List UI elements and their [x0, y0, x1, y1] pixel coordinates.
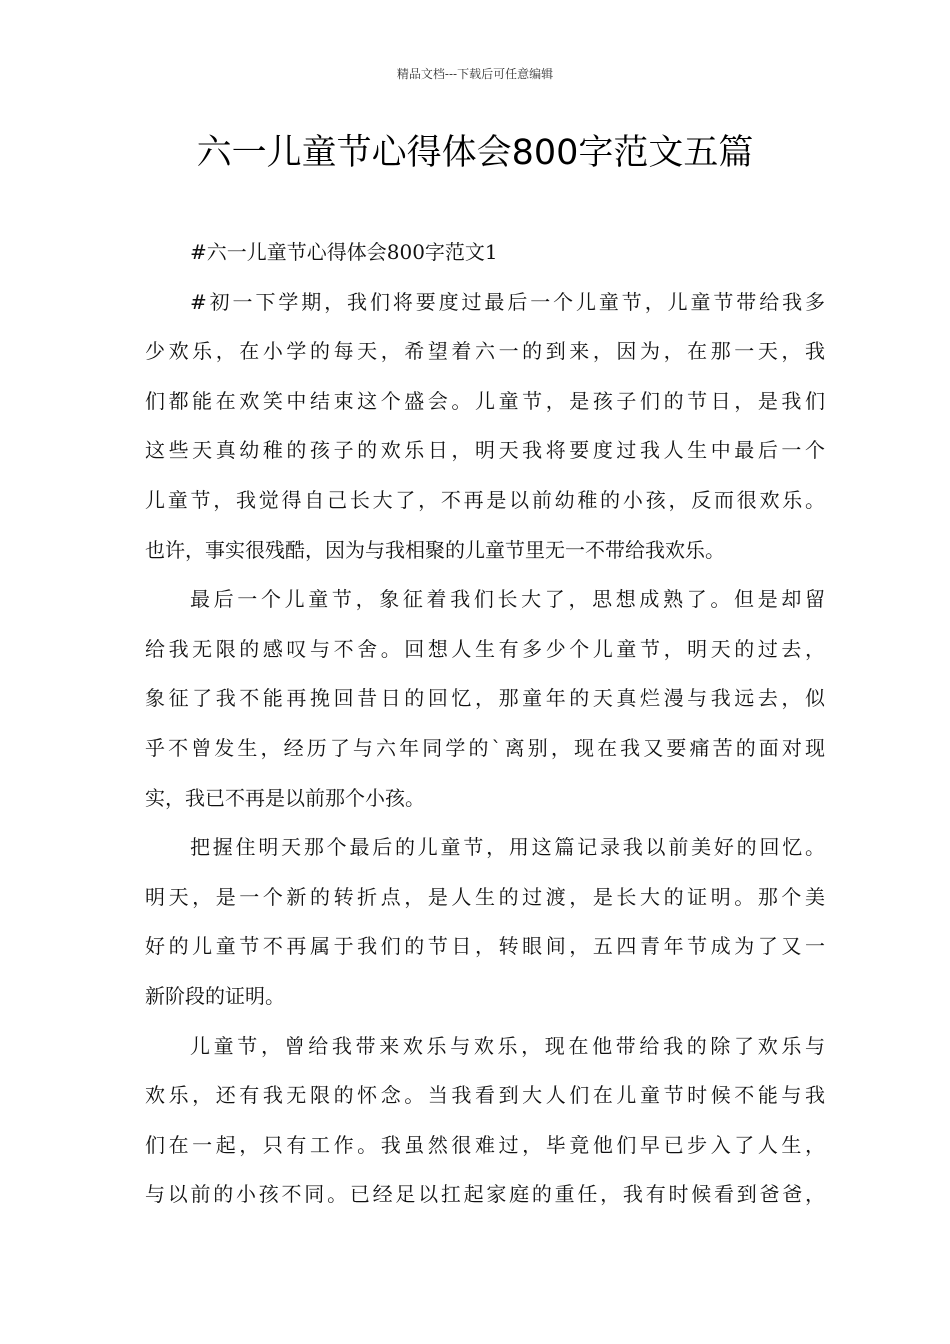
paragraph-2-line-1: 最后一个儿童节，象征着我们长大了，思想成熟了。但是却留: [190, 587, 825, 612]
paragraph-3-line-3: 好的儿童节不再属于我们的节日，转眼间，五四青年节成为了又一: [145, 934, 825, 959]
paragraph-4-line-2: 欢乐，还有我无限的怀念。当我看到大人们在儿童节时候不能与我: [145, 1083, 825, 1108]
paragraph-2-line-2: 给我无限的感叹与不舍。回想人生有多少个儿童节，明天的过去，: [145, 636, 825, 661]
paragraph-1-line-1: #初一下学期，我们将要度过最后一个儿童节，儿童节带给我多: [190, 289, 825, 314]
paragraph-1-line-5: 儿童节，我觉得自己长大了，不再是以前幼稚的小孩，反而很欢乐。: [145, 487, 825, 512]
document-title: 六一儿童节心得体会800字范文五篇: [196, 133, 754, 173]
paragraph-4-line-4: 与以前的小孩不同。已经足以扛起家庭的重任，我有时候看到爸爸，: [145, 1182, 825, 1207]
paragraph-2-line-3: 象征了我不能再挽回昔日的回忆，那童年的天真烂漫与我远去，似: [145, 686, 825, 711]
paragraph-3-line-4: 新阶段的证明。: [145, 983, 285, 1008]
paragraph-1-line-2: 少欢乐，在小学的每天，希望着六一的到来，因为，在那一天，我: [145, 339, 825, 364]
paragraph-1-line-6: 也许，事实很残酷，因为与我相聚的儿童节里无一不带给我欢乐。: [145, 537, 725, 562]
paragraph-4-line-1: 儿童节，曾给我带来欢乐与欢乐，现在他带给我的除了欢乐与: [190, 1033, 825, 1058]
paragraph-4-line-3: 们在一起，只有工作。我虽然很难过，毕竟他们早已步入了人生，: [145, 1132, 825, 1157]
paragraph-1-line-4: 这些天真幼稚的孩子的欢乐日，明天我将要度过我人生中最后一个: [145, 438, 825, 463]
paragraph-3-line-2: 明天，是一个新的转折点，是人生的过渡，是长大的证明。那个美: [145, 884, 825, 909]
document-body: [145, 228, 825, 1220]
paragraph-1-line-3: 们都能在欢笑中结束这个盛会。儿童节，是孩子们的节日，是我们: [145, 388, 825, 413]
paragraph-2-line-4: 乎不曾发生，经历了与六年同学的`离别，现在我又要痛苦的面对现: [145, 735, 825, 760]
paragraph-3-line-1: 把握住明天那个最后的儿童节，用这篇记录我以前美好的回忆。: [190, 835, 825, 860]
paragraph-2-line-5: 实，我已不再是以前那个小孩。: [145, 785, 425, 810]
page-header-note: 精品文档---下载后可任意编辑: [396, 67, 554, 81]
section-heading: #六一儿童节心得体会800字范文1: [190, 240, 498, 264]
